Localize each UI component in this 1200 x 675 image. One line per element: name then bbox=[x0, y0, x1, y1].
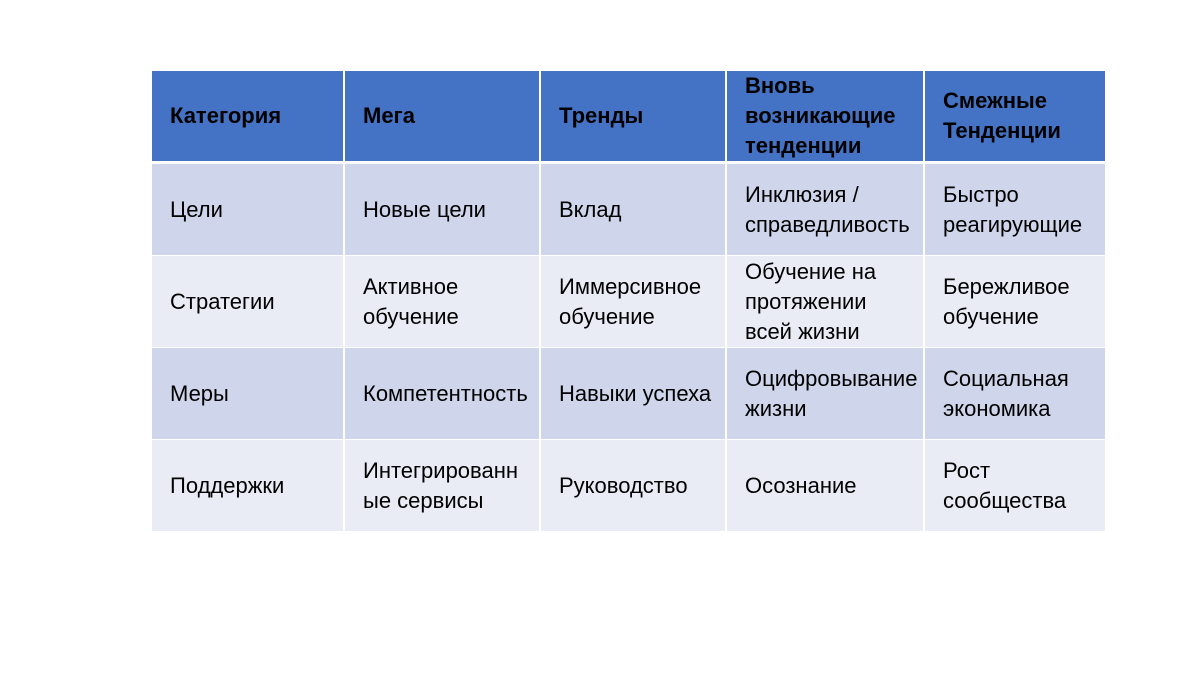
table-row bbox=[152, 256, 1105, 348]
cell-text: Новые цели bbox=[363, 196, 486, 222]
table-cell bbox=[539, 256, 725, 348]
trends-table bbox=[152, 71, 1105, 532]
cell-text: Компетентность bbox=[363, 380, 528, 406]
table-cell bbox=[343, 164, 539, 256]
header-adjacent bbox=[923, 71, 1105, 164]
table-row bbox=[152, 440, 1105, 532]
table-cell bbox=[539, 348, 725, 440]
cell-text: Интегрированн ые сервисы bbox=[363, 457, 519, 513]
table-cell bbox=[923, 256, 1105, 348]
cell-text: Инклюзия / справедливость bbox=[745, 181, 910, 237]
header-label: Категория bbox=[170, 103, 282, 128]
table-cell bbox=[343, 440, 539, 532]
cell-text: Активное обучение bbox=[363, 273, 459, 329]
cell-text: Цели bbox=[170, 196, 223, 222]
table-cell bbox=[923, 164, 1105, 256]
table-cell bbox=[725, 348, 923, 440]
table-cell bbox=[152, 164, 343, 256]
table-row bbox=[152, 164, 1105, 256]
table-cell bbox=[725, 440, 923, 532]
header-trends bbox=[539, 71, 725, 164]
header-label: Мега bbox=[363, 103, 415, 128]
header-label: Тренды bbox=[559, 103, 644, 128]
table-cell bbox=[152, 348, 343, 440]
table-cell bbox=[152, 440, 343, 532]
table-cell bbox=[152, 256, 343, 348]
table-cell bbox=[923, 440, 1105, 532]
header-label: Смежные Тенденции bbox=[943, 88, 1061, 143]
cell-text: Поддержки bbox=[170, 472, 285, 498]
cell-text: Быстро реагирующие bbox=[943, 181, 1083, 237]
cell-text: Бережливое обучение bbox=[943, 273, 1070, 329]
cell-text: Обучение на протяжении всей жизни bbox=[745, 258, 877, 344]
cell-text: Социальная экономика bbox=[943, 365, 1069, 421]
cell-text: Иммерсивное обучение bbox=[559, 273, 702, 329]
header-label: Вновь возникающие тенденции bbox=[745, 73, 896, 158]
table-cell bbox=[343, 256, 539, 348]
cell-text: Меры bbox=[170, 380, 229, 406]
table-cell bbox=[725, 256, 923, 348]
table-cell bbox=[539, 164, 725, 256]
table-header bbox=[152, 71, 1105, 164]
cell-text: Стратегии bbox=[170, 288, 275, 314]
table-row bbox=[152, 348, 1105, 440]
header-row bbox=[152, 71, 1105, 164]
table-cell bbox=[343, 348, 539, 440]
table-cell bbox=[725, 164, 923, 256]
cell-text: Навыки успеха bbox=[559, 380, 712, 406]
header-mega bbox=[343, 71, 539, 164]
cell-text: Руководство bbox=[559, 472, 688, 498]
table-cell bbox=[923, 348, 1105, 440]
cell-text: Оцифровывание жизни bbox=[745, 365, 918, 421]
header-emerging bbox=[725, 71, 923, 164]
header-category bbox=[152, 71, 343, 164]
cell-text: Осознание bbox=[745, 472, 857, 498]
cell-text: Вклад bbox=[559, 196, 622, 222]
cell-text: Рост сообщества bbox=[943, 457, 1067, 513]
table-cell bbox=[539, 440, 725, 532]
